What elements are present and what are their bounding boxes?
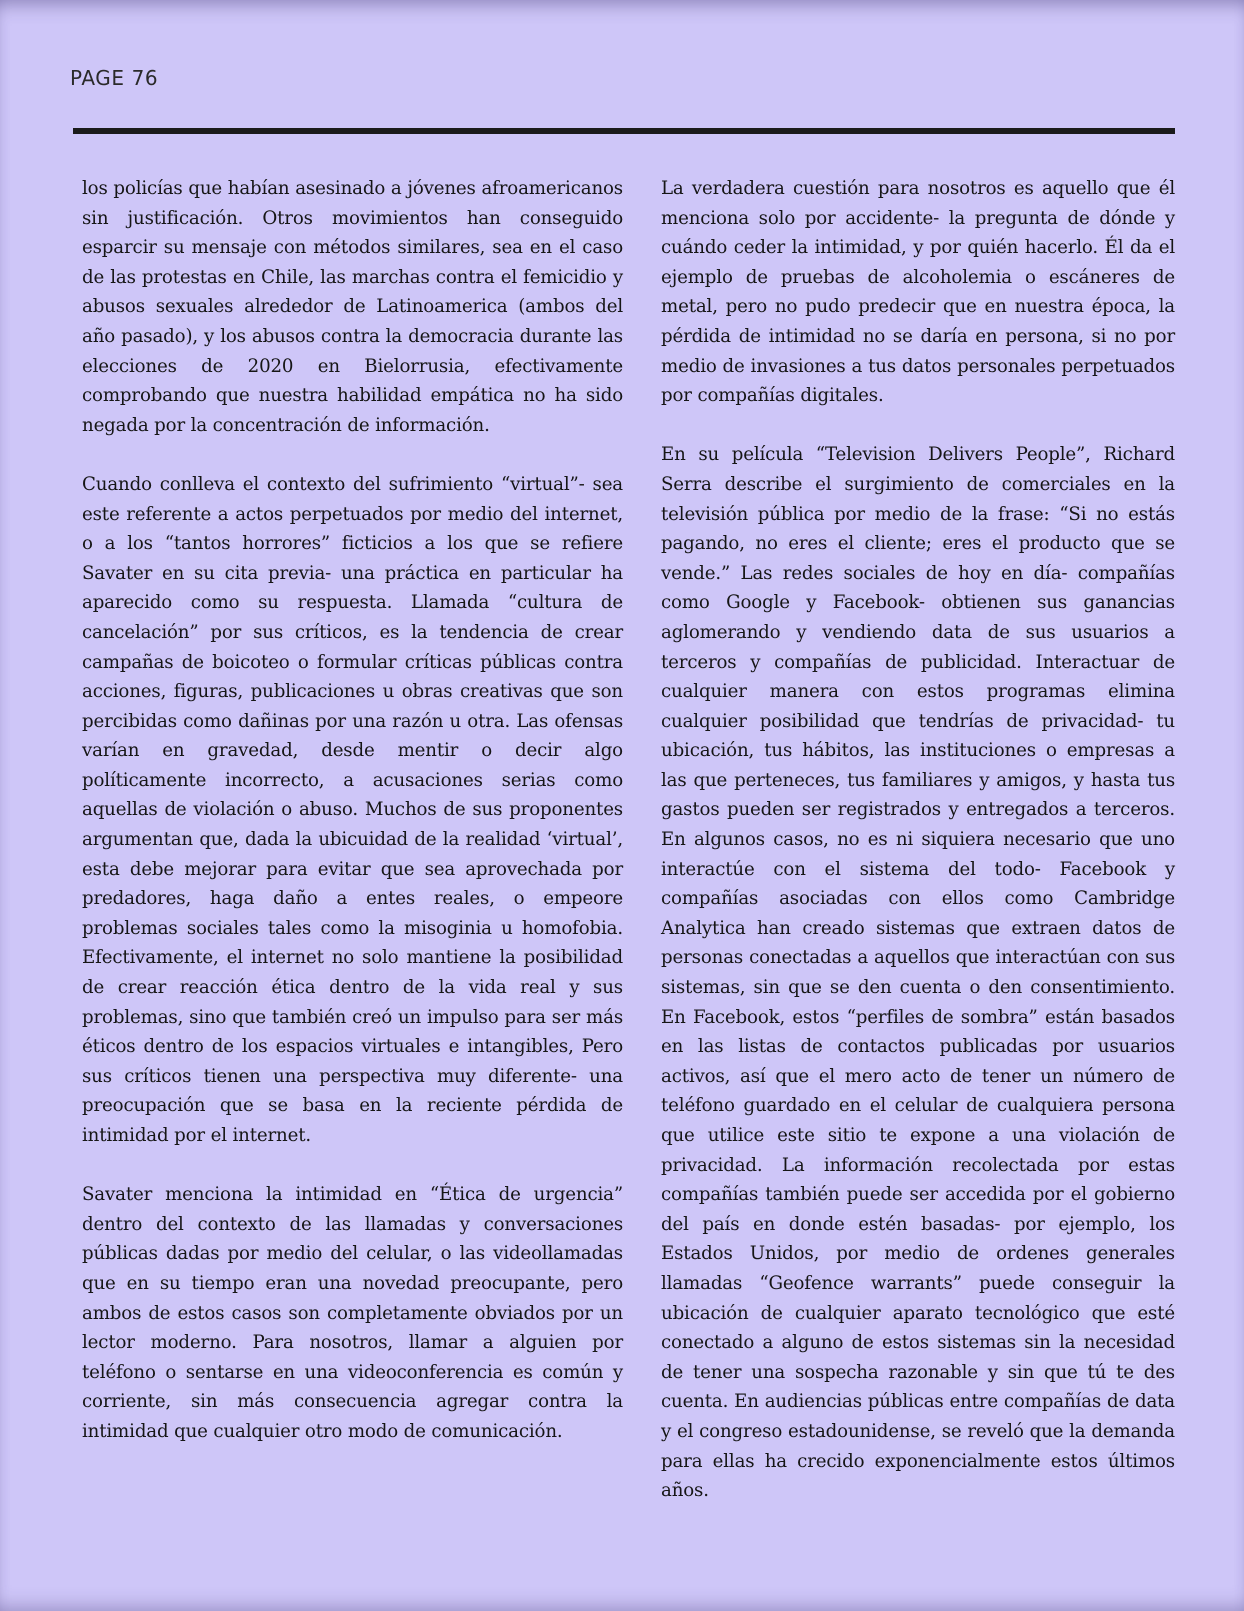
paragraph: los policías que habían asesinado a jóvenes afroamericanos sin justificación. Otros movimientos han conseguido esparcir su mensaje con métodos similares, sea en el caso de las protestas en Chile, las marchas contra el femicidio y abusos sexuales alrededor de Latinoamerica (ambos del año pasado), y los abusos contra la democracia durante las elecciones de 2020 en Bielorrusia, efectivamente comprobando que nuestra habilidad empática no ha sido negada por la concentración de información. [82,178,623,436]
paragraph: Savater menciona la intimidad en “Ética de urgencia” dentro del contexto de las llamadas y conversaciones públicas dadas por medio del celular, o las videollamadas que en su tiempo eran una novedad preocupante, pero ambos de estos casos son completamente obviados por un lector moderno. Para nosotros, llamar a alguien por teléfono o sentarse en una videoconferencia es común y corriente, sin más consecuencia agregar contra la intimidad que cualquier otro modo de comunicación. [82,1184,623,1442]
right-column [661,174,1175,1535]
page-number: PAGE 76 [70,66,159,90]
paragraph: En su película “Television Delivers People”, Richard Serra describe el surgimiento de comerciales en la televisión pública por medio de la frase: “Si no estás pagando, no eres el cliente; eres el producto que se vende.” Las redes sociales de hoy en día- compañías como Google y Facebook- obtienen sus ganancias aglomerando y vendiendo data de sus usuarios a terceros y compañías de publicidad. Interactuar de cualquier manera con estos programas elimina cualquier posibilidad que tendrías de privacidad- tu ubicación, tus hábitos, las instituciones o empresas a las que perteneces, tus familiares y amigos, y hasta tus gastos pueden ser registrados y entregados a terceros. En algunos casos, no es ni siquiera necesario que uno interactúe con el sistema del todo- Facebook y compañías asociadas con ellos como Cambridge Analytica han creado sistemas que extraen datos de personas conectadas a aquellos que interactúan con sus sistemas, sin que se den cuenta o den consentimiento. En Facebook, estos “perfiles de sombra” están basados en las listas de contactos publicadas por usuarios activos, así que el mero acto de tener un número de teléfono guardado en el celular de cualquiera persona que utilice este sitio te expone a una violación de privacidad. La información recolectada por estas compañías también puede ser accedida por el gobierno del país en donde estén basadas- por ejemplo, los Estados Unidos, por medio de ordenes generales llamadas “Geofence warrants” puede conseguir la ubicación de cualquier aparato tecnológico que esté conectado a alguno de estos sistemas sin la necesidad de tener una sospecha razonable y sin que tú te des cuenta. En audiencias públicas entre compañías de data y el congreso estadounidense, se reveló que la demanda para ellas ha crecido exponencialmente estos últimos años. [661,444,1175,1502]
header-rule [73,128,1175,134]
paragraph: Cuando conlleva el contexto del sufrimiento “virtual”- sea este referente a actos perpetuados por medio del internet, o a los “tantos horrores” ficticios a los que se refiere Savater en su cita previa- una práctica en particular ha aparecido como su respuesta. Llamada “cultura de cancelación” por sus críticos, es la tendencia de crear campañas de boicoteo o formular críticas públicas contra acciones, figuras, publicaciones u obras creativas que son percibidas como dañinas por una razón u otra. Las ofensas varían en gravedad, desde mentir o decir algo políticamente incorrecto, a acusaciones serias como aquellas de violación o abuso. Muchos de sus proponentes argumentan que, dada la ubicuidad de la realidad ‘virtual’, esta debe mejorar para evitar que sea aprovechada por predadores, haga daño a entes reales, o empeore problemas sociales tales como la misoginia u homofobia. Efectivamente, el internet no solo mantiene la posibilidad de crear reacción ética dentro de la vida real y sus problemas, sino que también creó un impulso para ser más éticos dentro de los espacios virtuales e intangibles, Pero sus críticos tienen una perspectiva muy diferente- una preocupación que se basa en la reciente pérdida de intimidad por el internet. [82,473,623,1146]
paragraph: La verdadera cuestión para nosotros es aquello que él menciona solo por accidente- la pregunta de dónde y cuándo ceder la intimidad, y por quién hacerlo. Él da el ejemplo de pruebas de alcoholemia o escáneres de metal, pero no pudo predecir que en nuestra época, la pérdida de intimidad no se daría en persona, si no por medio de invasiones a tus datos personales perpetuados por compañías digitales. [661,178,1175,407]
left-column [82,174,623,1476]
